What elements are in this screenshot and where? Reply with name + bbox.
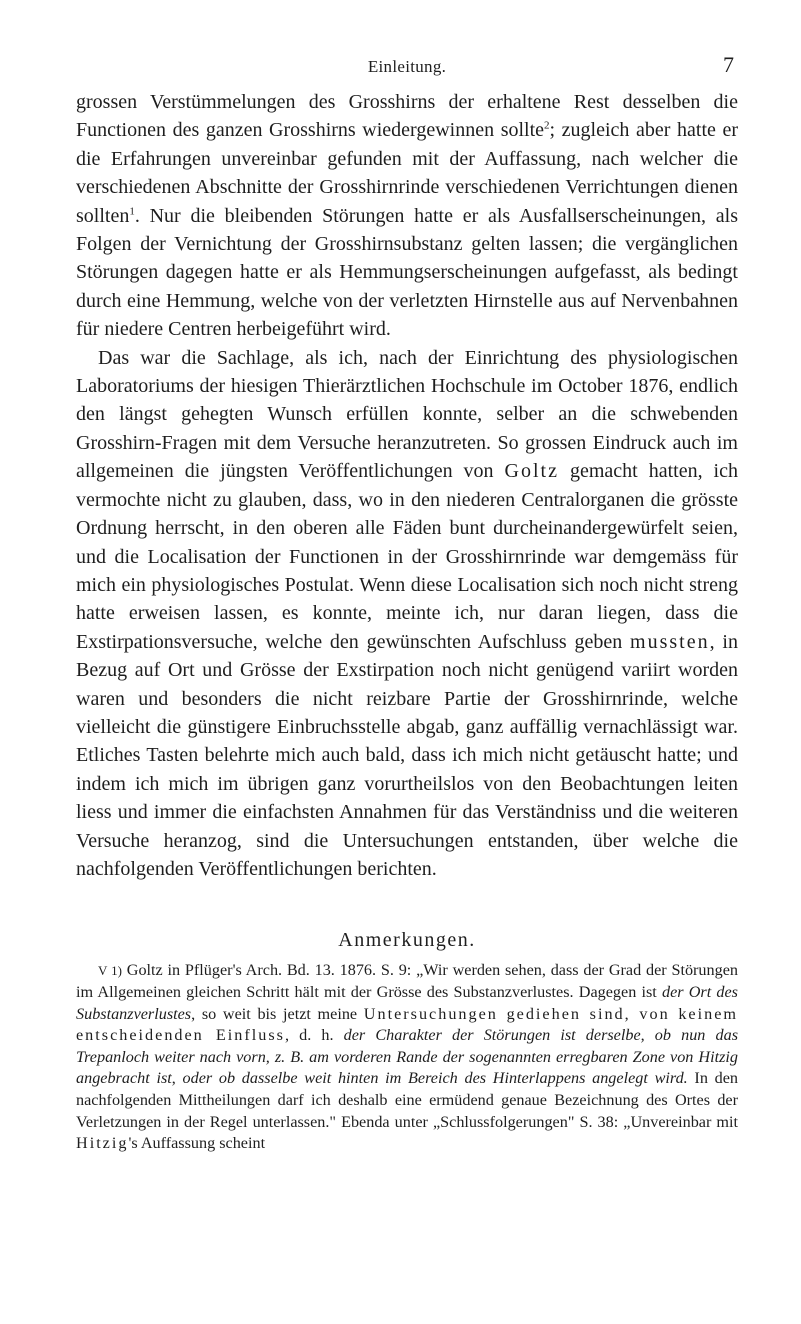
note-1 bbox=[76, 960, 738, 1154]
paragraph-1-text-a: grossen Verstümmelungen des Grosshirns der erhaltene Rest desselben die Functionen des ganzen Grosshirns wiedergewinnen sollte bbox=[76, 91, 738, 142]
note-1-text-d: , bbox=[171, 1069, 183, 1088]
name-hitzig: Hitzig bbox=[76, 1134, 129, 1153]
page-number: 7 bbox=[723, 52, 734, 77]
footnote-ref-2: 2 bbox=[544, 119, 550, 132]
paragraph-1-text-c: . Nur die bleibenden Störungen hatte er als Ausfallserscheinungen, als Folgen der Vernichtung der Grosshirnsubstanz gelten lassen; die vergänglichen Störungen dagegen hatte er als Hemmungserscheinungen aufgefasst, als bedingt durch eine Hemmung, welche von der verletzten Hirnstelle aus auf Nervenbahnen für niedere Centren herbeigeführt wird. bbox=[76, 204, 738, 341]
note-1-mark: V 1) bbox=[98, 963, 122, 979]
paragraph-1 bbox=[76, 88, 738, 344]
paragraph-2 bbox=[76, 344, 738, 884]
note-1-text-f: 's Auffassung scheint bbox=[128, 1134, 266, 1153]
note-1-italic-3: oder ob dasselbe weit hinten im Bereich des Hinterlappens angelegt wird. bbox=[182, 1069, 688, 1088]
paragraph-2-text-b: gemacht hatten, ich vermochte nicht zu glauben, dass, wo in den niederen Centralorganen die grösste Ordnung herrscht, in den oberen alle Fäden bunt durcheinandergewürfelt seien, und die Localisation der Functionen in der Grosshirnrinde war demgemäss für mich ein physiologisches Postulat. Wenn diese Localisation sich noch nicht streng hatte erweisen lassen, es konnte, meinte ich, nur daran liegen, dass die Exstirpationsversuche, welche den gewünschten Aufschluss geben bbox=[76, 460, 738, 653]
document-page bbox=[76, 0, 738, 1155]
note-1-spaced-1: Untersuchungen gediehen sind, von keinem entscheidenden Einfluss bbox=[76, 1004, 738, 1045]
note-1-text-a: Goltz in Pflüger's Arch. Bd. 13. 1876. S. 9: „Wir werden sehen, dass der Grad der Störungen im Allgemeinen gleichen Schritt hält mit der Grösse des Substanzverlustes. Dagegen ist bbox=[76, 961, 738, 1001]
note-1-italic-2: der Charakter der Störungen ist derselbe, ob nun das Trepanloch weiter nach vorn, z. B. am vorderen Rande der sogenannten erregbaren Zone von Hitzig angebracht ist bbox=[76, 1026, 738, 1088]
running-title: Einleitung. bbox=[367, 57, 447, 76]
notes-section bbox=[76, 960, 738, 1154]
footnote-ref-1: 1 bbox=[129, 204, 135, 217]
emphasis-mussten: mussten bbox=[630, 630, 710, 653]
note-1-text-e: In den nachfolgenden Mittheilungen darf ich deshalb eine ermüdend genaue Bezeichnung des Ortes der Verletzungen in der Regel unterlassen." Ebenda unter „Schlussfolgerungen" S. 38: „Unvereinbar mit bbox=[76, 1069, 739, 1131]
paragraph-2-text-a: Das war die Sachlage, als ich, nach der Einrichtung des physiologischen Laboratoriums der hiesigen Thierärztlichen Hochschule im October 1876, endlich den längst gehegten Wunsch erfüllen konnte, selber an die schwebenden Grosshirn-Fragen mit dem Versuche heranzutreten. So grossen Eindruck auch im allgemeinen die jüngsten Veröffentlichungen von bbox=[76, 346, 738, 483]
paragraph-2-text-c: , in Bezug auf Ort und Grösse der Exstirpation noch nicht genügend variirt worden waren und besonders die nicht reizbare Partie der Grosshirnrinde, welche vielleicht die günstigere Einbruchsstelle abgab, ganz auffällig vernachlässigt war. Etliches Tasten belehrte mich auch bald, dass ich mich nicht getäuscht hatte; und indem ich mich im übrigen ganz vorurtheilslos von den Beobachtungen leiten liess und immer die einfachsten Annahmen für das Verständniss und die weiteren Versuche heranzog, sind die Untersuchungen entstanden, über welche die nachfolgenden Veröffentlichungen berichten. bbox=[76, 630, 738, 880]
paragraph-1-text-b: ; zugleich aber hatte er die Erfahrungen unvereinbar gefunden mit der Auffassung, nach welcher die verschiedenen Abschnitte der Grosshirnrinde verschiedenen Verrichtungen dienen sollten bbox=[76, 119, 738, 227]
note-1-italic-1: der Ort des Substanzverlustes bbox=[76, 982, 738, 1023]
notes-heading: Anmerkungen. bbox=[338, 929, 476, 952]
note-1-text-c: , d. h. bbox=[284, 1026, 344, 1045]
note-1-text-b: , so weit bis jetzt meine bbox=[191, 1004, 364, 1023]
name-goltz: Goltz bbox=[504, 460, 559, 483]
page-header bbox=[76, 0, 738, 88]
main-text bbox=[76, 88, 738, 883]
